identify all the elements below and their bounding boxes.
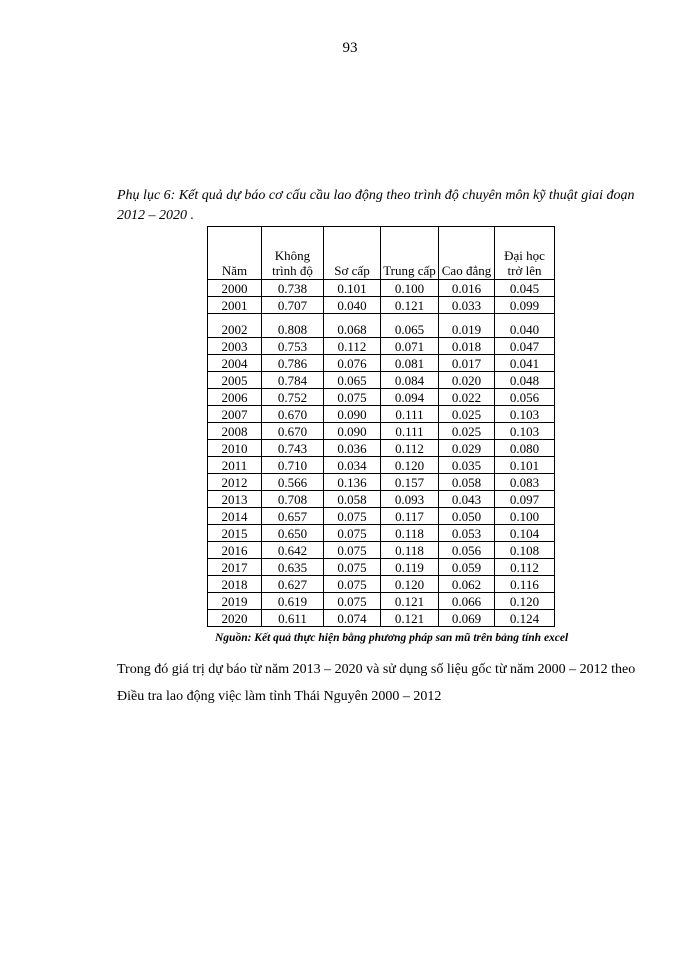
table-row [208,406,555,423]
table-cell-year: 2005 [208,372,262,389]
table-cell: 0.619 [262,593,324,610]
table-cell: 0.058 [324,491,381,508]
table-cell: 0.157 [381,474,439,491]
table-cell: 0.074 [324,610,381,627]
table-row [208,314,555,338]
table-cell: 0.062 [439,576,495,593]
table-cell: 0.025 [439,423,495,440]
table-cell: 0.097 [495,491,555,508]
table-row [208,338,555,355]
table-cell-year: 2002 [208,314,262,338]
body-paragraph: Trong đó giá trị dự báo từ năm 2013 – 2020 và sử dụng số liệu gốc từ năm 2000 – 2012 theo Điều tra lao động việc làm tỉnh Thái Nguyên 2000 – 2012 [117,662,636,704]
table-row [208,610,555,627]
table-cell: 0.081 [381,355,439,372]
table-cell: 0.025 [439,406,495,423]
table-cell: 0.075 [324,559,381,576]
table-cell: 0.103 [495,406,555,423]
table-cell: 0.017 [439,355,495,372]
table-cell: 0.065 [381,314,439,338]
table-cell: 0.075 [324,542,381,559]
body-text [117,656,647,710]
table-caption: Phụ lục 6: Kết quả dự báo cơ cấu cầu lao động theo trình độ chuyên môn kỹ thuật giai đoạn 2012 – 2020 . [117,188,635,223]
table-cell: 0.019 [439,314,495,338]
table-cell-year: 2013 [208,491,262,508]
table-cell: 0.111 [381,406,439,423]
table-cell: 0.101 [495,457,555,474]
table-cell: 0.020 [439,372,495,389]
table-row [208,593,555,610]
table-cell-year: 2012 [208,474,262,491]
table-cell: 0.118 [381,542,439,559]
table-cell: 0.104 [495,525,555,542]
header-elementary: Sơ cấp [324,227,381,280]
table-row [208,423,555,440]
table-cell: 0.808 [262,314,324,338]
table-cell: 0.670 [262,423,324,440]
table-row [208,457,555,474]
table-cell: 0.022 [439,389,495,406]
table-cell-year: 2008 [208,423,262,440]
table-row [208,559,555,576]
table-cell: 0.116 [495,576,555,593]
table-cell: 0.611 [262,610,324,627]
table-cell: 0.029 [439,440,495,457]
page-number: 93 [342,40,358,56]
table-cell: 0.090 [324,406,381,423]
header-no-qualification: Không trình độ [262,227,324,280]
table-cell: 0.650 [262,525,324,542]
table-cell: 0.066 [439,593,495,610]
table-cell: 0.050 [439,508,495,525]
table-row [208,280,555,297]
table-cell: 0.048 [495,372,555,389]
table-cell: 0.121 [381,297,439,314]
table-cell-year: 2003 [208,338,262,355]
table-cell: 0.121 [381,610,439,627]
table-cell: 0.090 [324,423,381,440]
table-cell-year: 2000 [208,280,262,297]
table-cell-year: 2020 [208,610,262,627]
table-cell: 0.752 [262,389,324,406]
table-cell: 0.121 [381,593,439,610]
table-cell-year: 2014 [208,508,262,525]
table-cell-year: 2018 [208,576,262,593]
table-cell-year: 2016 [208,542,262,559]
table-cell-year: 2011 [208,457,262,474]
table-cell: 0.707 [262,297,324,314]
table-cell: 0.566 [262,474,324,491]
table-cell: 0.080 [495,440,555,457]
table-cell: 0.075 [324,508,381,525]
table-cell: 0.124 [495,610,555,627]
table-row [208,491,555,508]
table-cell: 0.112 [381,440,439,457]
table-cell: 0.065 [324,372,381,389]
table-cell-year: 2004 [208,355,262,372]
table-cell: 0.117 [381,508,439,525]
table-cell: 0.059 [439,559,495,576]
table-cell: 0.071 [381,338,439,355]
table-cell: 0.642 [262,542,324,559]
table-cell: 0.068 [324,314,381,338]
table-cell: 0.040 [324,297,381,314]
table-cell: 0.075 [324,525,381,542]
table-cell: 0.056 [439,542,495,559]
table-cell-year: 2010 [208,440,262,457]
table-header-row [208,227,555,280]
header-intermediate: Trung cấp [381,227,439,280]
table-body [208,280,555,627]
table-cell: 0.069 [439,610,495,627]
table-cell: 0.099 [495,297,555,314]
table-cell: 0.034 [324,457,381,474]
table-cell: 0.710 [262,457,324,474]
table-cell: 0.053 [439,525,495,542]
table-cell-year: 2007 [208,406,262,423]
table-cell-year: 2001 [208,297,262,314]
table-row [208,355,555,372]
table-cell: 0.119 [381,559,439,576]
table-cell: 0.743 [262,440,324,457]
table-cell: 0.120 [495,593,555,610]
table-cell: 0.708 [262,491,324,508]
table-cell: 0.040 [495,314,555,338]
table-row [208,297,555,314]
table-cell: 0.657 [262,508,324,525]
table-cell: 0.035 [439,457,495,474]
table-cell: 0.100 [495,508,555,525]
table-cell: 0.136 [324,474,381,491]
table-cell: 0.670 [262,406,324,423]
table-cell: 0.036 [324,440,381,457]
table-cell: 0.058 [439,474,495,491]
table-cell-year: 2019 [208,593,262,610]
table-cell: 0.108 [495,542,555,559]
table-cell: 0.043 [439,491,495,508]
table-cell: 0.056 [495,389,555,406]
table-row [208,525,555,542]
table-cell-year: 2017 [208,559,262,576]
table-cell: 0.111 [381,423,439,440]
table-cell: 0.753 [262,338,324,355]
table-cell: 0.045 [495,280,555,297]
table-cell: 0.047 [495,338,555,355]
table-cell: 0.094 [381,389,439,406]
table-cell-year: 2015 [208,525,262,542]
table-cell: 0.786 [262,355,324,372]
table-cell: 0.075 [324,576,381,593]
table-cell: 0.075 [324,389,381,406]
table-row [208,508,555,525]
table-cell: 0.118 [381,525,439,542]
table-cell: 0.784 [262,372,324,389]
table-cell: 0.112 [324,338,381,355]
table-cell-year: 2006 [208,389,262,406]
table-cell: 0.103 [495,423,555,440]
table-cell: 0.016 [439,280,495,297]
header-year: Năm [208,227,262,280]
table-row [208,440,555,457]
table-cell: 0.084 [381,372,439,389]
table-cell: 0.033 [439,297,495,314]
table-cell: 0.018 [439,338,495,355]
table-cell: 0.120 [381,457,439,474]
table-row [208,542,555,559]
table-cell: 0.075 [324,593,381,610]
table-cell: 0.093 [381,491,439,508]
table-row [208,474,555,491]
table-cell: 0.738 [262,280,324,297]
source-note: Nguồn: Kết quả thực hiện bằng phương pháp san mũ trên bảng tính excel [215,632,569,644]
table-cell: 0.635 [262,559,324,576]
table-cell: 0.120 [381,576,439,593]
table-row [208,372,555,389]
table-cell: 0.041 [495,355,555,372]
header-university-and-above: Đại học trở lên [495,227,555,280]
header-college: Cao đẳng [439,227,495,280]
table-cell: 0.100 [381,280,439,297]
table-cell: 0.076 [324,355,381,372]
table-row [208,576,555,593]
table-cell: 0.101 [324,280,381,297]
forecast-table [207,226,555,627]
table-cell: 0.627 [262,576,324,593]
table-cell: 0.112 [495,559,555,576]
table-row [208,389,555,406]
table-cell: 0.083 [495,474,555,491]
